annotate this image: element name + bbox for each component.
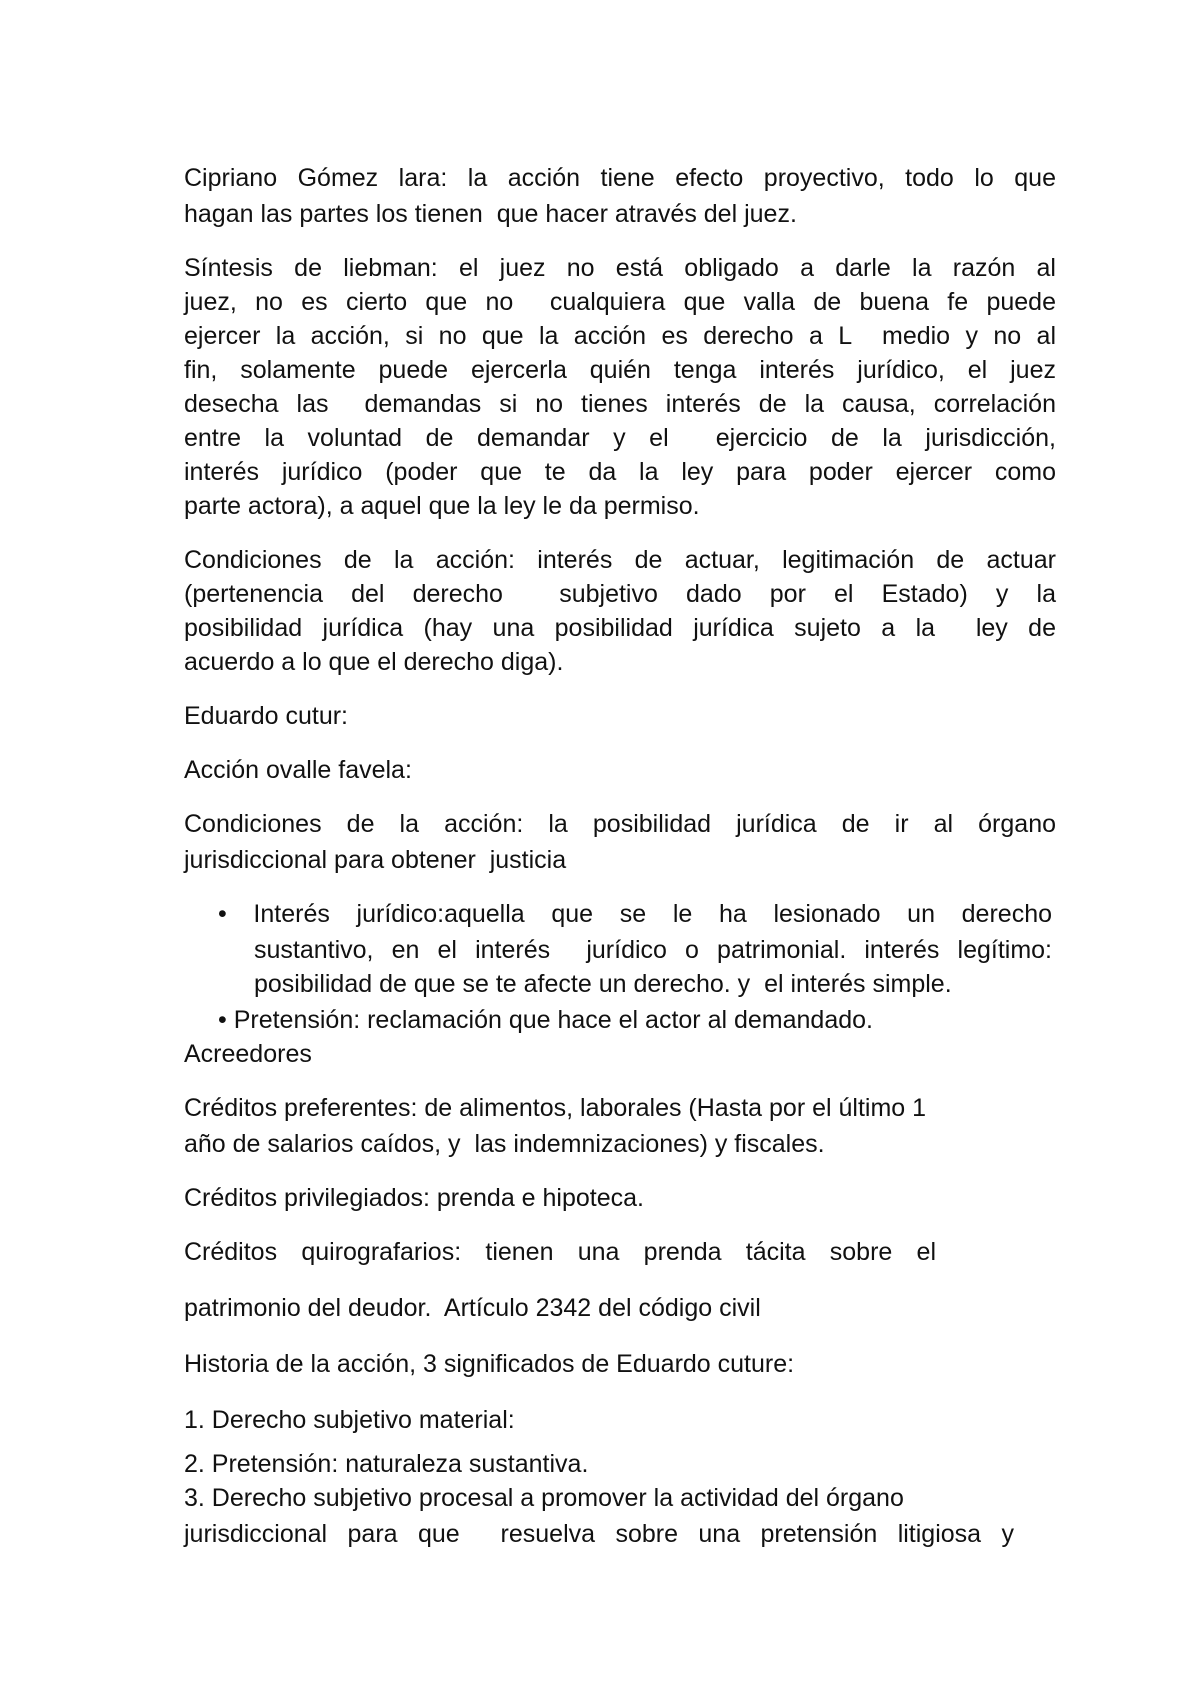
text-line: jurisdiccional para obtener justicia [184, 846, 567, 874]
text-line: Síntesis de liebman: el juez no está obligado a darle la razón al [184, 254, 1056, 282]
text-line: Condiciones de la acción: interés de actuar, legitimación de actuar [184, 546, 1056, 574]
text-line: patrimonio del deudor. Artículo 2342 del código civil [184, 1294, 761, 1322]
text-line: Condiciones de la acción: la posibilidad jurídica de ir al órgano [184, 810, 1056, 838]
bullet-item: • Pretensión: reclamación que hace el actor al demandado. [218, 1006, 873, 1034]
text-line: Historia de la acción, 3 significados de Eduardo cuture: [184, 1350, 795, 1378]
text-line: parte actora), a aquel que la ley le da permiso. [184, 492, 700, 520]
text-line: interés jurídico (poder que te da la ley para poder ejercer como [184, 458, 1056, 486]
text-line: año de salarios caídos, y las indemnizaciones) y fiscales. [184, 1130, 825, 1158]
list-item: 2. Pretensión: naturaleza sustantiva. [184, 1450, 589, 1478]
text-line: Créditos quirografarios: tienen una prenda tácita sobre el [184, 1238, 936, 1266]
text-line: entre la voluntad de demandar y el ejercicio de la jurisdicción, [184, 424, 1056, 452]
list-item: 1. Derecho subjetivo material: [184, 1406, 515, 1434]
text-line: hagan las partes los tienen que hacer através del juez. [184, 200, 797, 228]
text-line: juez, no es cierto que no cualquiera que valla de buena fe puede [184, 288, 1056, 316]
text-line: fin, solamente puede ejercerla quién tenga interés jurídico, el juez [184, 356, 1056, 384]
text-line: posibilidad jurídica (hay una posibilidad jurídica sujeto a la ley de [184, 614, 1056, 642]
section-heading: Acreedores [184, 1040, 312, 1068]
text-line: acuerdo a lo que el derecho diga). [184, 648, 564, 676]
text-line: Créditos preferentes: de alimentos, laborales (Hasta por el último 1 [184, 1094, 927, 1122]
text-line: ejercer la acción, si no que la acción es derecho a L medio y no al [184, 322, 1056, 350]
text-line: jurisdiccional para que resuelva sobre una pretensión litigiosa y [184, 1520, 1014, 1548]
text-line: posibilidad de que se te afecte un derecho. y el interés simple. [254, 970, 952, 998]
text-line: Créditos privilegiados: prenda e hipoteca. [184, 1184, 644, 1212]
text-line: (pertenencia del derecho subjetivo dado por el Estado) y la [184, 580, 1056, 608]
text-line: desecha las demandas si no tienes interés de la causa, correlación [184, 390, 1056, 418]
list-item: 3. Derecho subjetivo procesal a promover la actividad del órgano [184, 1484, 904, 1512]
bullet-item: • Interés jurídico:aquella que se le ha lesionado un derecho [218, 900, 1052, 928]
text-line: sustantivo, en el interés jurídico o patrimonial. interés legítimo: [254, 936, 1052, 964]
text-line: Acción ovalle favela: [184, 756, 412, 784]
text-line: Cipriano Gómez lara: la acción tiene efecto proyectivo, todo lo que [184, 164, 1056, 192]
text-line: Eduardo cutur: [184, 702, 348, 730]
